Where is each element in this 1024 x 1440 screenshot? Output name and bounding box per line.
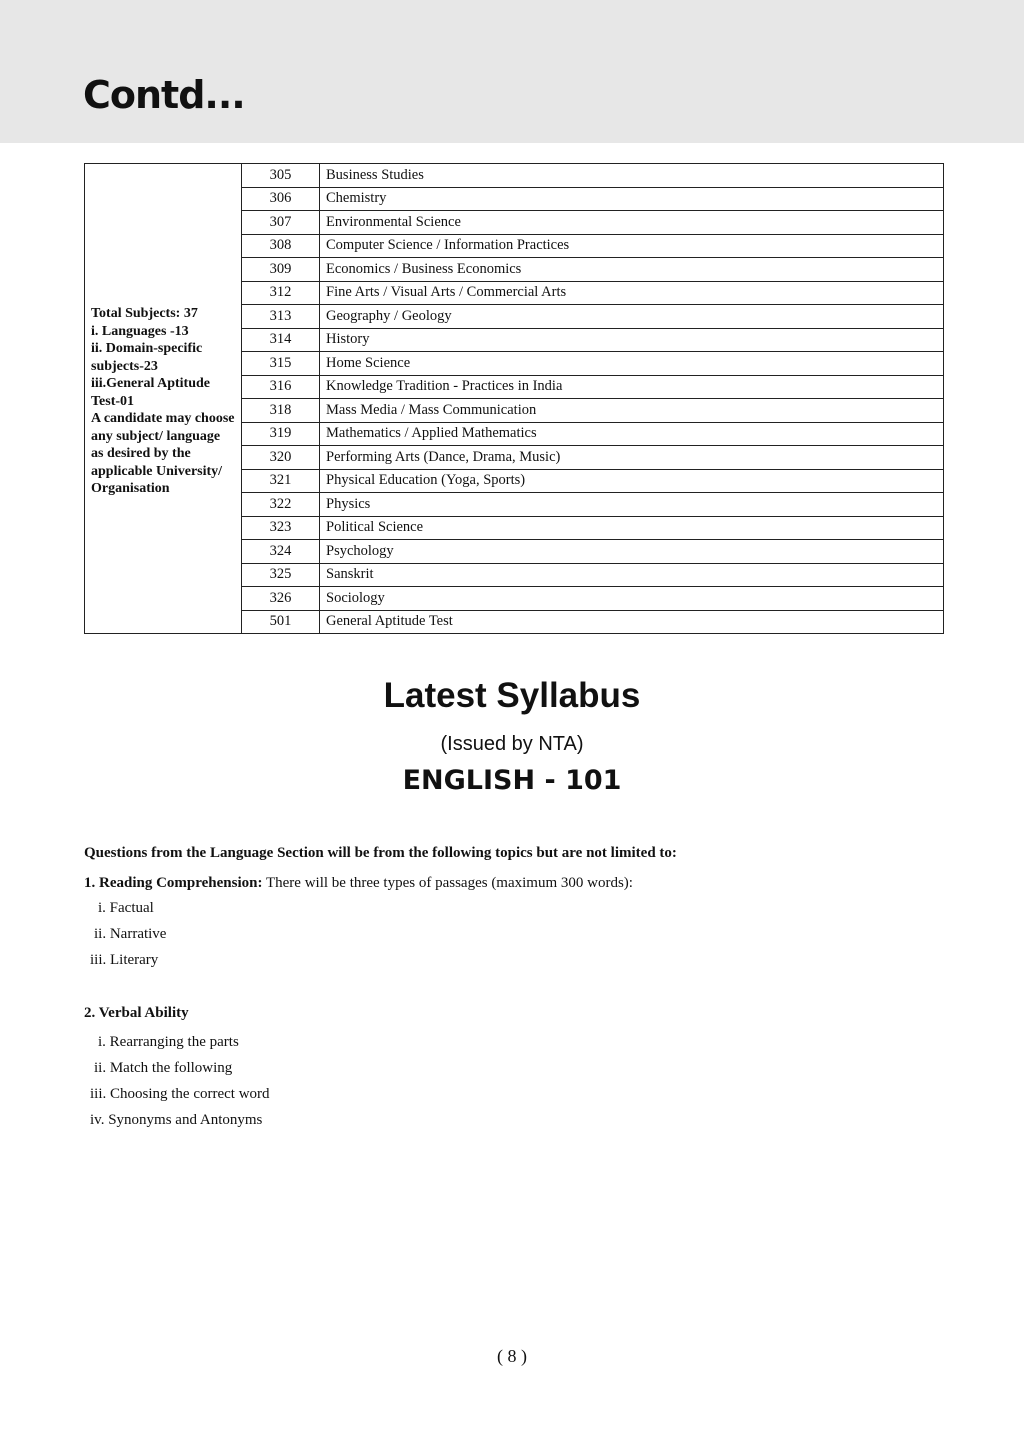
subject-code: 313: [242, 305, 320, 329]
subject-name: Fine Arts / Visual Arts / Commercial Arts: [320, 281, 944, 305]
syllabus-issued-by: (Issued by NTA): [440, 733, 584, 755]
subject-name: Sanskrit: [320, 563, 944, 587]
subject-code: 323: [242, 516, 320, 540]
table-row: [85, 164, 944, 188]
summary-line: i. Languages -13: [91, 323, 189, 339]
subject-name: General Aptitude Test: [320, 610, 944, 634]
section-text: There will be three types of passages (maximum 300 words):: [262, 875, 633, 891]
list-item: ii. Narrative: [94, 926, 167, 942]
subject-code: 326: [242, 587, 320, 611]
list-item: iii. Choosing the correct word: [90, 1086, 270, 1102]
intro-text: Questions from the Language Section will be from the following topics but are not limited to:: [84, 845, 677, 861]
subjects-table-body: [85, 164, 944, 634]
subject-name: Geography / Geology: [320, 305, 944, 329]
page-title: Contd...: [83, 73, 245, 117]
subject-code: 501: [242, 610, 320, 634]
subject-code: 324: [242, 540, 320, 564]
subject-name: Physical Education (Yoga, Sports): [320, 469, 944, 493]
list-item: iii. Literary: [90, 952, 159, 968]
subject-name: Mass Media / Mass Communication: [320, 399, 944, 423]
subject-name: History: [320, 328, 944, 352]
subject-code: 306: [242, 187, 320, 211]
section-heading: 1. Reading Comprehension:: [84, 875, 263, 891]
subject-code: 319: [242, 422, 320, 446]
summary-line: iii.General Aptitude Test-01: [91, 376, 210, 409]
subject-name: Political Science: [320, 516, 944, 540]
subject-code: 322: [242, 493, 320, 517]
subject-code: 321: [242, 469, 320, 493]
subject-code: 314: [242, 328, 320, 352]
summary-line: Total Subjects: 37: [91, 306, 198, 322]
subject-code: 309: [242, 258, 320, 282]
subject-name: Environmental Science: [320, 211, 944, 235]
header-band: [0, 0, 1024, 143]
list-item: i. Factual: [98, 900, 154, 916]
list-item: iv. Synonyms and Antonyms: [90, 1112, 263, 1128]
subject-name: Knowledge Tradition - Practices in India: [320, 375, 944, 399]
subject-name: Chemistry: [320, 187, 944, 211]
subject-name: Psychology: [320, 540, 944, 564]
subject-code: 312: [242, 281, 320, 305]
page-number: ( 8 ): [497, 1346, 527, 1366]
section-verbal-ability: 2. Verbal Ability: [84, 1005, 189, 1021]
subject-code: 325: [242, 563, 320, 587]
subject-code: 320: [242, 446, 320, 470]
syllabus-subject: ENGLISH - 101: [402, 765, 622, 796]
subject-name: Sociology: [320, 587, 944, 611]
syllabus-title: Latest Syllabus: [383, 676, 641, 715]
subject-summary-cell: [85, 164, 242, 634]
subject-code: 308: [242, 234, 320, 258]
subject-name: Physics: [320, 493, 944, 517]
summary-line: ii. Domain-specific subjects-23: [91, 341, 203, 374]
subject-code: 307: [242, 211, 320, 235]
subject-code: 305: [242, 164, 320, 188]
list-item: i. Rearranging the parts: [98, 1034, 239, 1050]
subject-code: 318: [242, 399, 320, 423]
subject-code: 316: [242, 375, 320, 399]
subject-name: Home Science: [320, 352, 944, 376]
subject-name: Mathematics / Applied Mathematics: [320, 422, 944, 446]
subject-name: Performing Arts (Dance, Drama, Music): [320, 446, 944, 470]
list-item: ii. Match the following: [94, 1060, 233, 1076]
subject-name: Business Studies: [320, 164, 944, 188]
subjects-table: [84, 163, 944, 634]
summary-line: A candidate may choose any subject/ language as desired by the applicable University/ Organisation: [91, 411, 235, 497]
section-reading-comprehension: [84, 875, 633, 892]
subject-name: Economics / Business Economics: [320, 258, 944, 282]
subject-name: Computer Science / Information Practices: [320, 234, 944, 258]
subject-code: 315: [242, 352, 320, 376]
subject-summary-note: [91, 305, 235, 498]
